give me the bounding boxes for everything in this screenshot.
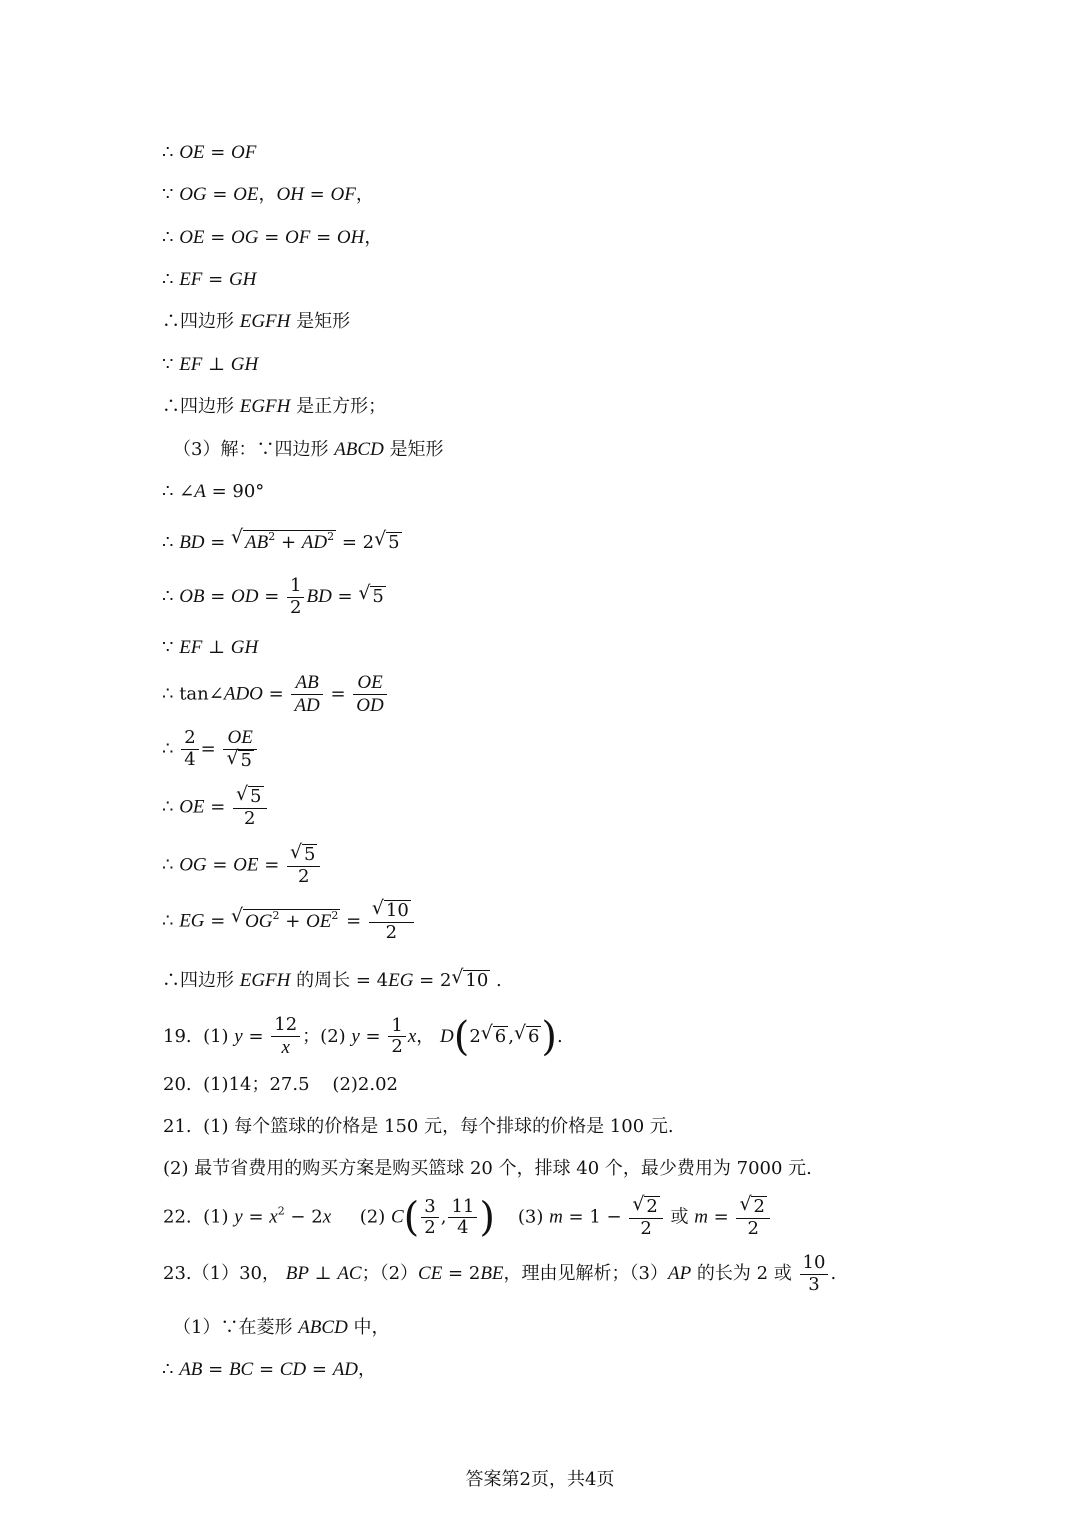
answer-21-part2: (2) 最节省费用的购买方案是购买篮球 20 个，排球 40 个，最少费用为 7000 元.	[163, 1158, 812, 1179]
proof-line-ef-perp-gh-2: ∵ EF ⊥ GH	[162, 637, 259, 658]
answer-20: 20. (1)14；27.5 (2)2.02	[163, 1074, 399, 1095]
answer-19: 19. (1) y = $\frac{12}{x}$ ；(2) y = $\frac{1}{2}$ x， D(2√ 6 ,√ 6).	[163, 1015, 563, 1059]
proof-line-bd-length: ∴ BD = √ $AB^2 + AD^2 = 2√$ 5	[162, 530, 402, 554]
proof-line-og-oe-value: ∴ OG = OE = √ $\frac{5}{2}$	[162, 844, 322, 887]
solution-23-step2: ∴ AB = BC = CD = AD，	[162, 1359, 377, 1380]
proof-line-ratio: ∴ $\frac{2}{4}$ = OE √ 5	[162, 727, 259, 772]
proof-line-perimeter: ∴四边形 EGFH 的周长 = 4EG = 2√ 10 .	[162, 970, 502, 992]
proof-line-oe-value: ∴ OE = √ $\frac{5}{2}$	[162, 786, 269, 829]
proof-line-angle-a: ∴ ∠A = 90°	[162, 481, 265, 502]
page-footer: 答案第2页，共4页	[465, 1469, 615, 1490]
proof-line-egfh-rectangle: ∴四边形 EGFH 是矩形	[162, 311, 351, 332]
proof-line-oe-og-of-oh: ∴ OE = OG = OF = OH，	[162, 227, 383, 248]
proof-line-og-oe-oh-of: ∵ OG = OE，OH = OF，	[162, 184, 374, 205]
answer-23: 23.（1）30， BP ⊥ AC；（2）CE = 2BE，理由见解析；（3）AP 的长为 2 或 $\frac{10}{3}$ .	[163, 1252, 837, 1295]
answer-22: 22. (1) $y = x^2 - 2x$ (2) C( $\frac{3}{2}$ , $\frac{11}{4}$ ) (3) m = 1 − √ $\frac{2}{2}$ 或 m = √ $\frac{2}{2}$	[163, 1196, 772, 1239]
proof-line-ef-equals-gh: ∴ EF = GH	[162, 269, 257, 290]
proof-line-egfh-square: ∴四边形 EGFH 是正方形；	[162, 396, 387, 417]
proof-line-tan-ado: ∴ tan∠ADO = $\frac{AB}{AD}$ = $\frac{OE}{OD}$	[162, 672, 389, 717]
solution-23-step1: （1）∵在菱形 ABCD 中，	[173, 1317, 390, 1338]
proof-line-oe-equals-of: ∴ OE = OF	[162, 142, 257, 163]
proof-line-ef-perp-gh: ∵ EF ⊥ GH	[162, 354, 259, 375]
proof-line-eg-value: ∴ EG = √ $OG^2 + OE^2$ = √ $\frac{10}{2}$	[162, 900, 416, 943]
part3-heading: （3）解：∵四边形 ABCD 是矩形	[173, 439, 444, 460]
proof-line-ob-od: ∴ OB = OD = $\frac{1}{2}$ BD = √ 5	[162, 576, 386, 618]
answer-21-part1: 21. (1) 每个篮球的价格是 150 元，每个排球的价格是 100 元.	[163, 1116, 674, 1137]
